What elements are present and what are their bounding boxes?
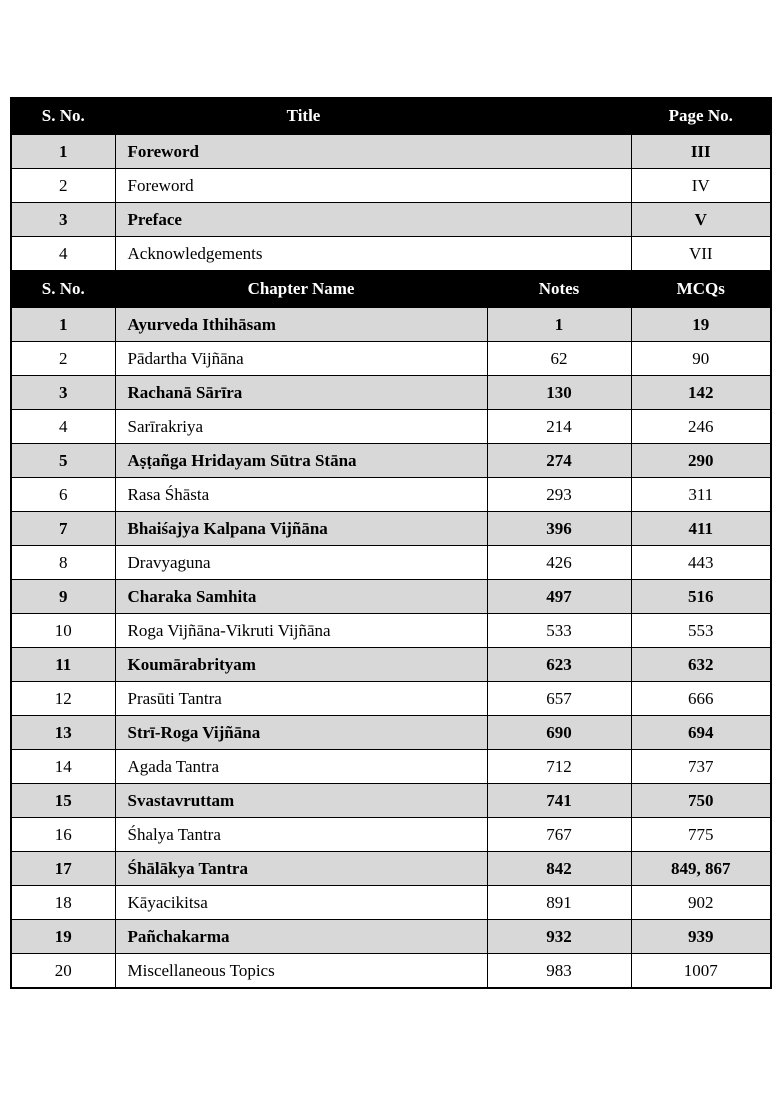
chapter-cell-notes: 214 — [487, 410, 631, 444]
chapter-cell-mcqs: 750 — [631, 784, 771, 818]
chapter-cell-name: Bhaiśajya Kalpana Vijñāna — [115, 512, 487, 546]
chapter-cell-name: Rachanā Sārīra — [115, 376, 487, 410]
chapter-row — [11, 784, 771, 818]
chapter-cell-sno: 6 — [11, 478, 115, 512]
front-matter-cell-sno: 3 — [11, 203, 115, 237]
chapter-cell-sno: 14 — [11, 750, 115, 784]
chapter-cell-sno: 5 — [11, 444, 115, 478]
chapter-cell-mcqs: 775 — [631, 818, 771, 852]
chapters-header-row — [11, 271, 771, 307]
chapters-header-notes: Notes — [487, 271, 631, 307]
chapter-cell-notes: 130 — [487, 376, 631, 410]
front-matter-cell-sno: 2 — [11, 169, 115, 203]
chapter-cell-mcqs: 1007 — [631, 954, 771, 989]
front-matter-cell-page: VII — [631, 237, 771, 272]
front-matter-cell-page: IV — [631, 169, 771, 203]
chapter-row — [11, 478, 771, 512]
chapter-cell-name: Agada Tantra — [115, 750, 487, 784]
chapter-cell-notes: 623 — [487, 648, 631, 682]
chapter-cell-name: Pañchakarma — [115, 920, 487, 954]
chapter-cell-name: Śhalya Tantra — [115, 818, 487, 852]
chapter-cell-notes: 293 — [487, 478, 631, 512]
chapter-cell-mcqs: 632 — [631, 648, 771, 682]
chapter-row — [11, 750, 771, 784]
chapter-cell-name: Aṣṭañga Hridayam Sūtra Stāna — [115, 444, 487, 478]
front-matter-row — [11, 134, 771, 169]
chapter-cell-mcqs: 553 — [631, 614, 771, 648]
chapter-cell-sno: 15 — [11, 784, 115, 818]
front-matter-cell-page: III — [631, 134, 771, 169]
chapter-cell-sno: 16 — [11, 818, 115, 852]
chapter-row — [11, 546, 771, 580]
chapter-row — [11, 818, 771, 852]
chapter-row — [11, 342, 771, 376]
chapter-cell-name: Miscellaneous Topics — [115, 954, 487, 989]
chapters-table — [10, 270, 772, 989]
front-matter-cell-sno: 4 — [11, 237, 115, 272]
chapter-cell-sno: 7 — [11, 512, 115, 546]
chapter-cell-mcqs: 443 — [631, 546, 771, 580]
chapter-row — [11, 648, 771, 682]
front-matter-table — [10, 97, 772, 272]
chapters-header-name: Chapter Name — [115, 271, 487, 307]
front-matter-cell-title: Preface — [115, 203, 631, 237]
chapter-cell-mcqs: 666 — [631, 682, 771, 716]
chapter-cell-sno: 18 — [11, 886, 115, 920]
chapter-cell-sno: 3 — [11, 376, 115, 410]
chapter-cell-name: Kāyacikitsa — [115, 886, 487, 920]
chapter-cell-name: Koumārabrityam — [115, 648, 487, 682]
chapter-row — [11, 580, 771, 614]
chapter-cell-sno: 4 — [11, 410, 115, 444]
chapter-cell-mcqs: 311 — [631, 478, 771, 512]
chapter-cell-notes: 1 — [487, 307, 631, 342]
chapter-cell-name: Prasūti Tantra — [115, 682, 487, 716]
front-matter-row — [11, 169, 771, 203]
chapter-row — [11, 444, 771, 478]
chapter-cell-notes: 767 — [487, 818, 631, 852]
chapter-cell-mcqs: 142 — [631, 376, 771, 410]
chapter-cell-sno: 2 — [11, 342, 115, 376]
chapter-cell-notes: 690 — [487, 716, 631, 750]
chapter-cell-name: Dravyaguna — [115, 546, 487, 580]
front-matter-header-sno: S. No. — [11, 98, 115, 134]
chapter-cell-notes: 932 — [487, 920, 631, 954]
chapter-cell-sno: 10 — [11, 614, 115, 648]
chapter-cell-mcqs: 90 — [631, 342, 771, 376]
chapter-cell-mcqs: 939 — [631, 920, 771, 954]
chapter-cell-mcqs: 849, 867 — [631, 852, 771, 886]
chapter-cell-sno: 19 — [11, 920, 115, 954]
front-matter-row — [11, 203, 771, 237]
chapter-cell-name: Strī-Roga Vijñāna — [115, 716, 487, 750]
chapter-cell-notes: 657 — [487, 682, 631, 716]
chapters-header-mcqs: MCQs — [631, 271, 771, 307]
front-matter-row — [11, 237, 771, 272]
chapter-cell-mcqs: 246 — [631, 410, 771, 444]
chapter-cell-sno: 12 — [11, 682, 115, 716]
chapter-row — [11, 614, 771, 648]
chapter-cell-name: Pādartha Vijñāna — [115, 342, 487, 376]
front-matter-cell-page: V — [631, 203, 771, 237]
chapter-cell-name: Sarīrakriya — [115, 410, 487, 444]
chapter-cell-sno: 1 — [11, 307, 115, 342]
chapter-cell-notes: 741 — [487, 784, 631, 818]
chapter-cell-sno: 13 — [11, 716, 115, 750]
chapter-row — [11, 920, 771, 954]
chapter-cell-sno: 8 — [11, 546, 115, 580]
chapter-cell-mcqs: 290 — [631, 444, 771, 478]
front-matter-cell-title: Foreword — [115, 169, 631, 203]
chapter-cell-mcqs: 737 — [631, 750, 771, 784]
front-matter-cell-title: Foreword — [115, 134, 631, 169]
chapter-cell-notes: 533 — [487, 614, 631, 648]
chapter-cell-name: Rasa Śhāsta — [115, 478, 487, 512]
chapter-row — [11, 307, 771, 342]
front-matter-cell-sno: 1 — [11, 134, 115, 169]
chapter-row — [11, 682, 771, 716]
chapter-row — [11, 852, 771, 886]
chapter-cell-notes: 396 — [487, 512, 631, 546]
chapter-cell-mcqs: 411 — [631, 512, 771, 546]
chapter-cell-notes: 426 — [487, 546, 631, 580]
chapter-cell-notes: 497 — [487, 580, 631, 614]
chapter-cell-name: Roga Vijñāna-Vikruti Vijñāna — [115, 614, 487, 648]
chapter-row — [11, 716, 771, 750]
chapter-cell-name: Śhālākya Tantra — [115, 852, 487, 886]
chapter-cell-mcqs: 19 — [631, 307, 771, 342]
chapter-row — [11, 886, 771, 920]
chapter-cell-mcqs: 694 — [631, 716, 771, 750]
chapter-cell-sno: 9 — [11, 580, 115, 614]
chapter-cell-name: Svastavruttam — [115, 784, 487, 818]
chapter-cell-sno: 11 — [11, 648, 115, 682]
front-matter-header-page: Page No. — [631, 98, 771, 134]
chapter-cell-name: Charaka Samhita — [115, 580, 487, 614]
chapter-cell-mcqs: 902 — [631, 886, 771, 920]
chapter-cell-sno: 20 — [11, 954, 115, 989]
chapter-cell-sno: 17 — [11, 852, 115, 886]
table-of-contents — [10, 97, 770, 989]
chapters-header-sno: S. No. — [11, 271, 115, 307]
front-matter-header-title: Title — [115, 98, 631, 134]
chapter-row — [11, 954, 771, 989]
chapter-cell-notes: 983 — [487, 954, 631, 989]
front-matter-header-row — [11, 98, 771, 134]
chapter-cell-mcqs: 516 — [631, 580, 771, 614]
front-matter-cell-title: Acknowledgements — [115, 237, 631, 272]
chapter-row — [11, 512, 771, 546]
chapter-cell-notes: 842 — [487, 852, 631, 886]
chapter-cell-notes: 891 — [487, 886, 631, 920]
chapter-row — [11, 410, 771, 444]
chapter-cell-notes: 62 — [487, 342, 631, 376]
chapter-cell-notes: 274 — [487, 444, 631, 478]
chapter-row — [11, 376, 771, 410]
chapter-cell-notes: 712 — [487, 750, 631, 784]
chapter-cell-name: Ayurveda Ithihāsam — [115, 307, 487, 342]
